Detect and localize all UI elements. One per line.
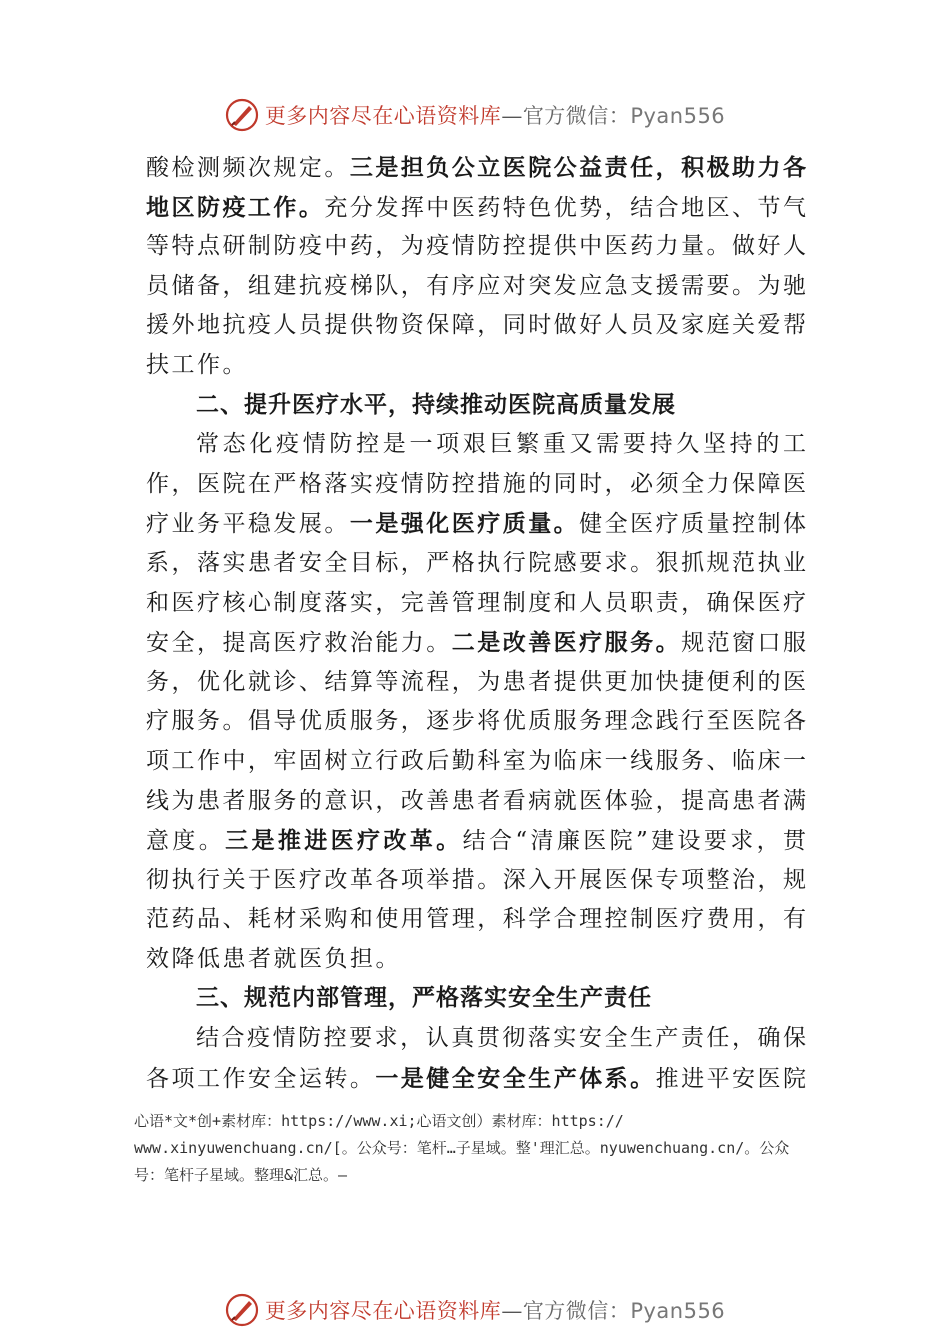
footer-line: 号：笔杆子星域。整理&汇总。—	[134, 1166, 348, 1184]
text-line: 线为患者服务的意识，改善患者看病就医体验，提高患者满	[146, 787, 806, 814]
section-heading-2: 二、提升医疗水平，持续推动医院高质量发展	[196, 391, 676, 418]
footer-line: www.xinyuwenchuang.cn/[。公众号：笔杆…子星域。整'理汇总。nyuwenchuang.cn/。公众	[134, 1139, 790, 1157]
text-line: 系，落实患者安全目标，严格执行院感要求。狠抓规范执业	[146, 549, 806, 576]
text-line: 等特点研制防疫中药，为疫情防控提供中医药力量。做好人	[146, 233, 806, 260]
text-line: 扶工作。	[146, 351, 248, 378]
text-line: 和医疗核心制度落实，完善管理制度和人员职责，确保医疗	[146, 589, 806, 616]
text-line: 作，医院在严格落实疫情防控措施的同时，必须全力保障医	[146, 470, 806, 497]
text-line: 彻执行关于医疗改革各项举措。深入开展医保专项整治，规	[146, 866, 806, 893]
text-line: 酸检测频次规定。三是担负公立医院公益责任，积极助力各	[146, 154, 807, 181]
footer-line: 心语*文*创+素材库：https://www.xi;心语文创）素材库：https://	[134, 1112, 624, 1130]
text-line: 务，优化就诊、结算等流程，为患者提供更加快捷便利的医	[146, 668, 806, 695]
bottom-banner	[0, 1290, 950, 1330]
quill-logo-icon	[225, 1293, 259, 1327]
text-line: 安全，提高医疗救治能力。二是改善医疗服务。规范窗口服	[146, 629, 807, 657]
text-line: 援外地抗疫人员提供物资保障，同时做好人员及家庭关爱帮	[146, 312, 806, 339]
text-line: 结合疫情防控要求，认真贯彻落实安全生产责任，确保	[196, 1025, 806, 1052]
text-line: 各项工作安全运转。一是健全安全生产体系。推进平安医院	[146, 1064, 807, 1092]
top-banner	[0, 95, 950, 135]
text-line: 疗业务平稳发展。一是强化医疗质量。健全医疗质量控制体	[146, 510, 807, 538]
text-line: 常态化疫情防控是一项艰巨繁重又需要持久坚持的工	[196, 431, 806, 458]
footer-watermark-text	[134, 1108, 844, 1189]
text-line: 疗服务。倡导优质服务，逐步将优质服务理念践行至医院各	[146, 708, 806, 735]
section-heading-3: 三、规范内部管理，严格落实安全生产责任	[196, 985, 652, 1012]
banner-text: 更多内容尽在心语资料库—官方微信：Pyan556	[264, 104, 726, 128]
text-line: 项工作中，牢固树立行政后勤科室为临床一线服务、临床一	[146, 747, 806, 774]
text-line: 效降低患者就医负担。	[146, 945, 401, 972]
banner-text: 更多内容尽在心语资料库—官方微信：Pyan556	[264, 1299, 726, 1323]
text-line: 员储备，组建抗疫梯队，有序应对突发应急支援需要。为驰	[146, 272, 806, 299]
quill-logo-icon	[225, 98, 259, 132]
text-line: 范药品、耗材采购和使用管理，科学合理控制医疗费用，有	[146, 906, 806, 933]
text-line: 地区防疫工作。充分发挥中医药特色优势，结合地区、节气	[146, 193, 807, 221]
text-line: 意度。三是推进医疗改革。结合“清廉医院”建设要求，贯	[146, 827, 807, 855]
document-body	[146, 148, 806, 1098]
